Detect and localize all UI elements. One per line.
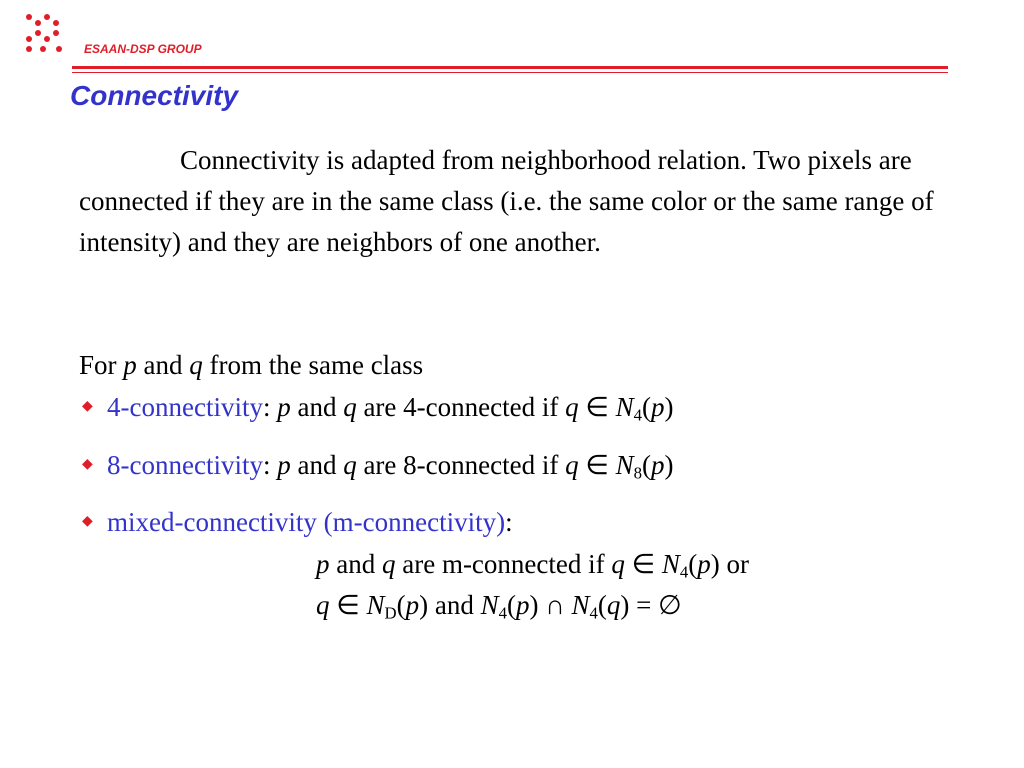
intro-paragraph: Connectivity is adapted from neighborhood relation. Two pixels are connected if they are in the same class (i.e. the same color or the same range of intensity) and they are neighbors of one another. [79, 145, 934, 257]
bullet-4-connectivity: 4-connectivity: p and q are 4-connected if q ∈ $N_4(p)$ [107, 392, 674, 425]
header-rule-thin [72, 72, 948, 73]
diamond-bullet-icon: ◆ [82, 513, 93, 529]
slide-title: Connectivity [70, 80, 239, 111]
bullet-8-connectivity: 8-connectivity: p and q are 8-connected if q ∈ $N_8(p)$ [107, 450, 674, 483]
m-connectivity-condition-line1: p and q are m-connected if q ∈ $N_4(p)$ or [316, 549, 750, 582]
bullet-m-connectivity: mixed-connectivity (m-connectivity): [107, 507, 513, 537]
group-name: ESAAN-DSP GROUP [84, 42, 202, 56]
group-logo-icon [26, 14, 70, 54]
diamond-bullet-icon: ◆ [82, 398, 93, 414]
for-line: For p and q from the same class [79, 350, 424, 380]
diamond-bullet-icon: ◆ [82, 456, 93, 472]
m-connectivity-condition-line2: q ∈ $N_D(p)$ and $N_4(p)$ ∩ $N_4(q)$ = ∅ [316, 590, 682, 623]
header-rule-thick [72, 66, 948, 69]
